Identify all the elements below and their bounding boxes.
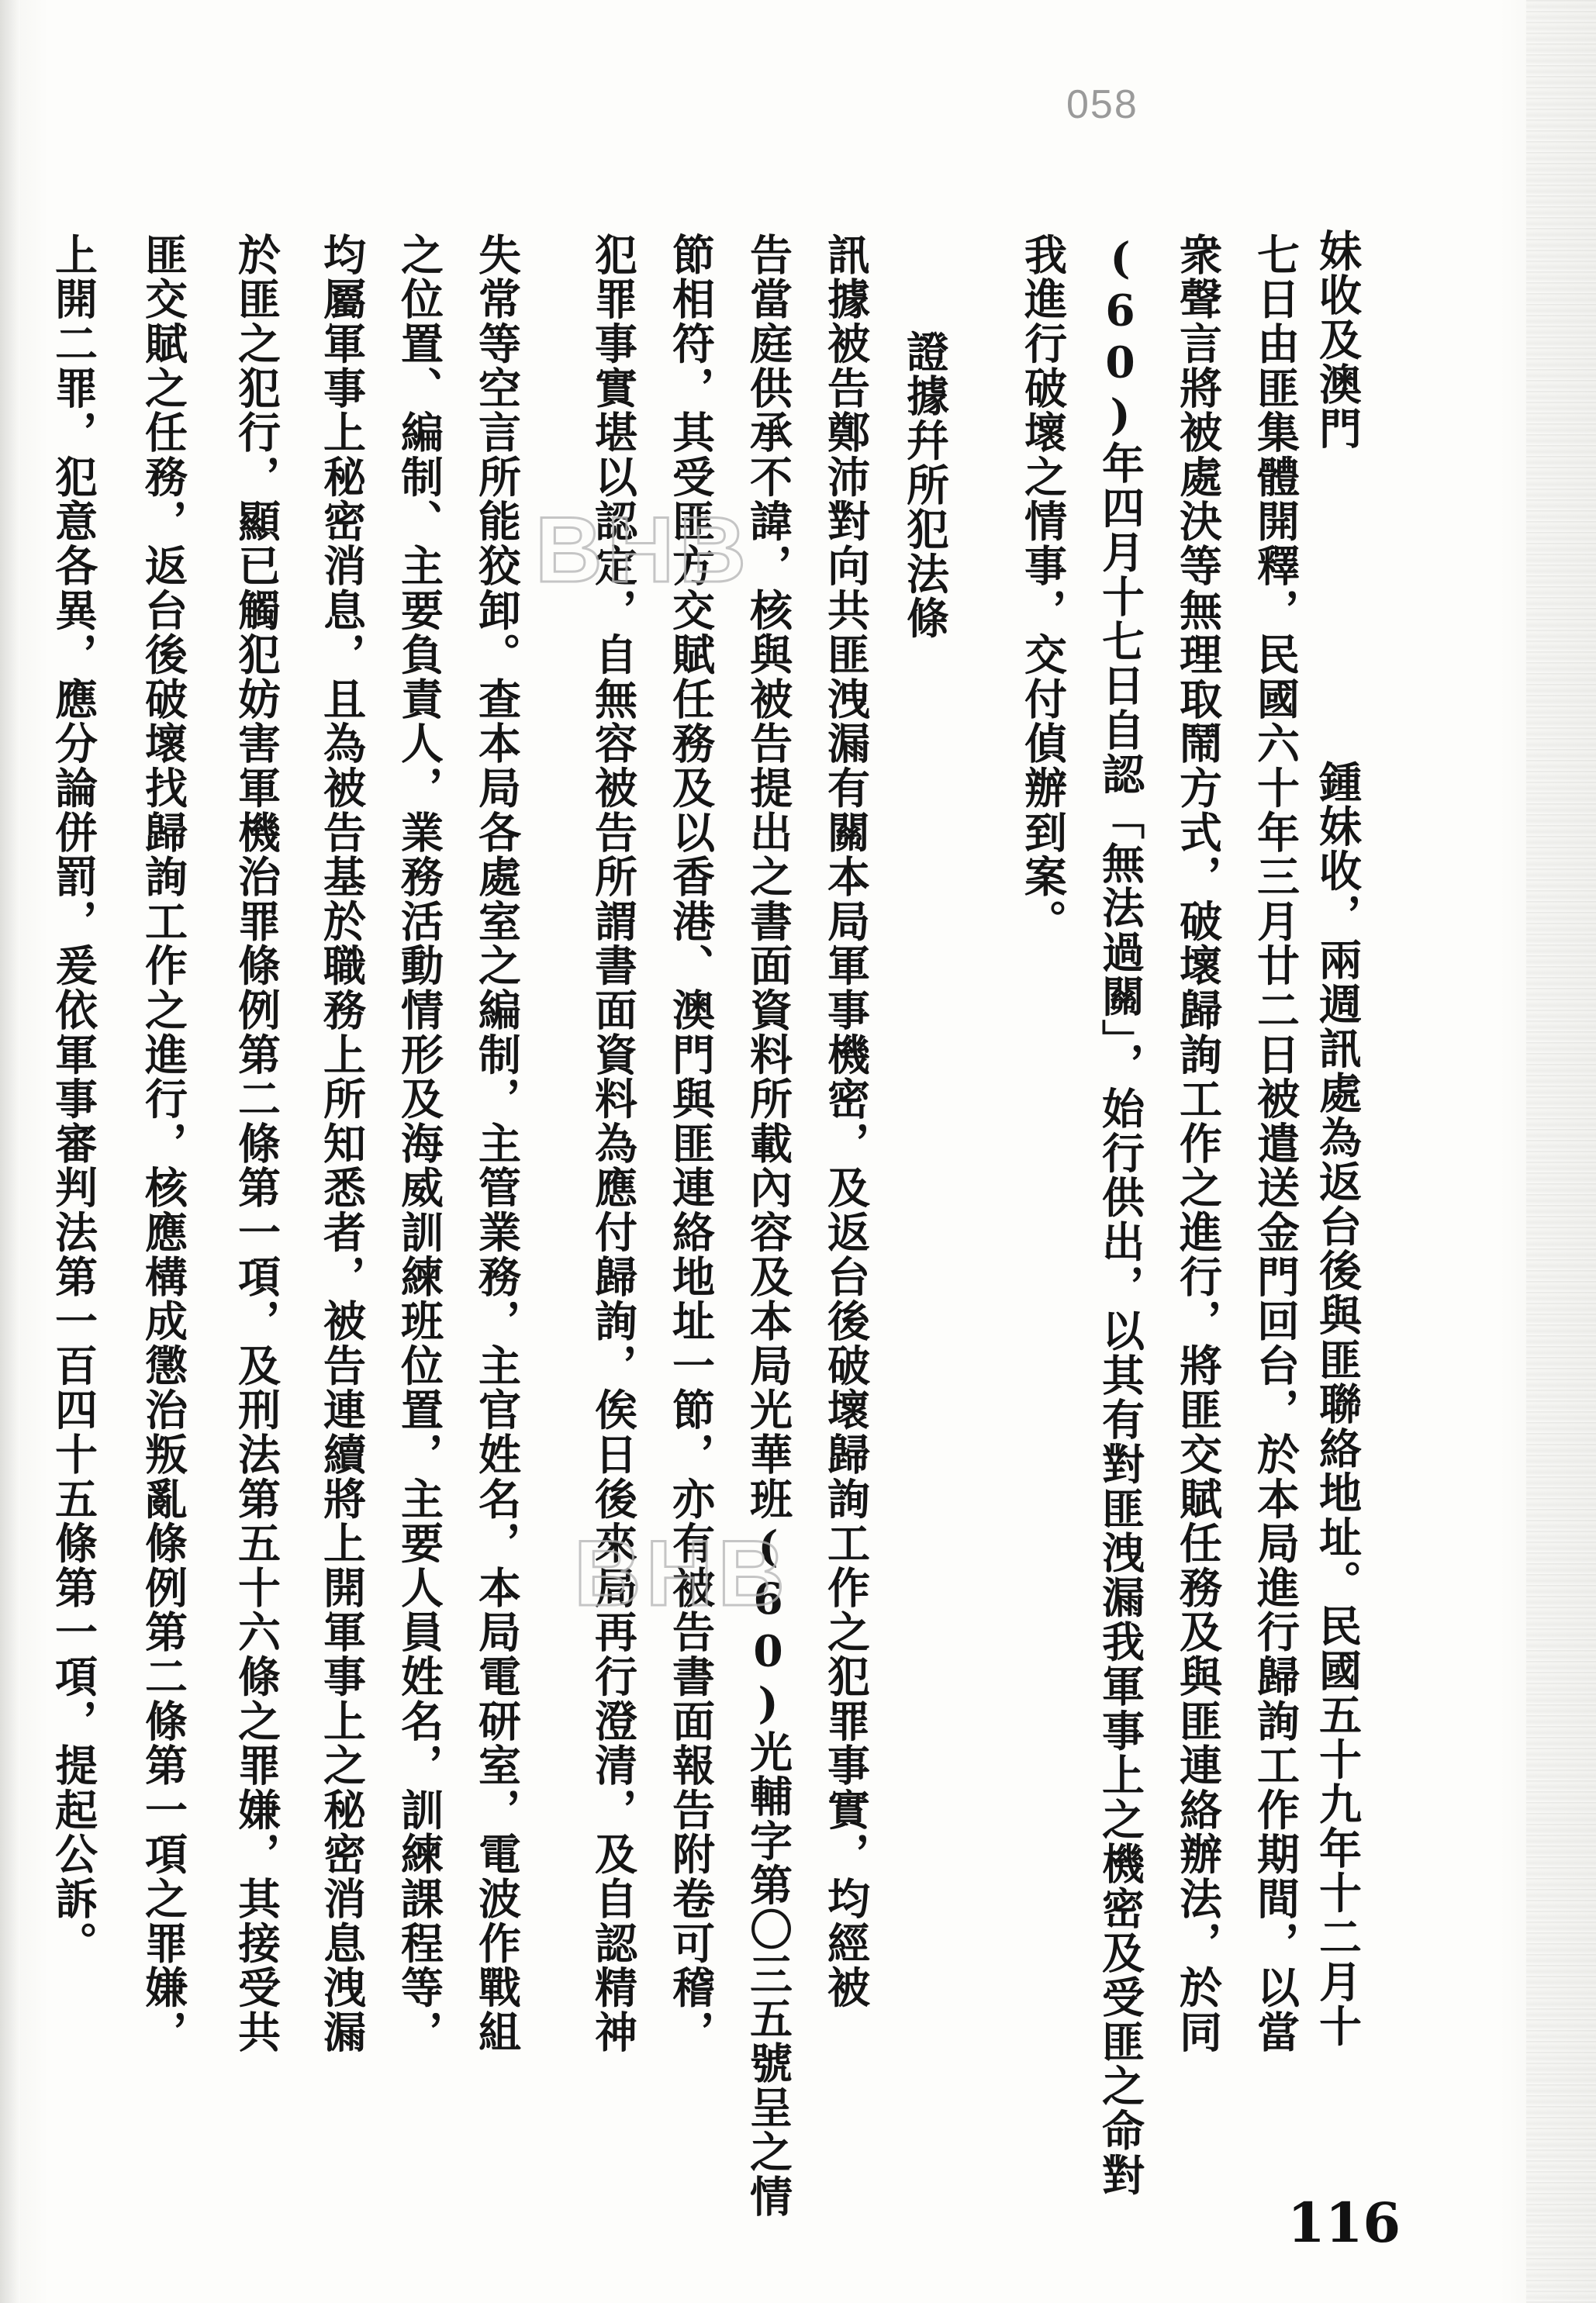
- section-heading: 證據幷所犯法條: [900, 330, 950, 641]
- text-column-fragment-2: 鍾妹收，兩週訊處為返台後與匪聯絡地址。民國五十九年十二月十: [1312, 760, 1363, 2049]
- text-column-6: 告當庭供承不諱，核與被告提出之書面資料所載內容及本局光華班(60)光輔字第〇三五號呈之情: [743, 233, 793, 2219]
- text-column-7: 節相符，其受匪方交賦任務及以香港、澳門與匪連絡地址一節，亦有被告書面報告附卷可稽，: [665, 233, 716, 2055]
- text-column-4: 我進行破壞之情事，交付偵辦到案。: [1017, 233, 1068, 944]
- text-column-12: 於匪之犯行，顯已觸犯妨害軍機治罪條例第二條第一項，及刑法第五十六條之罪嫌，其接受共: [231, 233, 282, 2055]
- text-column-fragment-1: 妹收及澳門: [1312, 229, 1363, 451]
- watermark-2: BHB: [574, 1521, 789, 1625]
- page-left-shadow: [0, 0, 20, 2303]
- watermark-1: BHB: [535, 498, 751, 602]
- text-column-5: 訊據被告鄭沛對向共匪洩漏有關本局軍事機密，及返台後破壞歸詢工作之犯罪事實，均經被: [820, 233, 871, 2010]
- text-column-1: 七日由匪集體開釋，民國六十年三月廿二日被遣送金門回台，於本局進行歸詢工作期間，以當: [1250, 233, 1301, 2055]
- text-column-13: 匪交賦之任務，返台後破壞找歸詢工作之進行，核應構成懲治叛亂條例第二條第一項之罪嫌，: [138, 233, 188, 2055]
- page-right-edge-shadow: [1526, 0, 1596, 2303]
- text-column-11: 均屬軍事上秘密消息，且為被告基於職務上所知悉者，被告連續將上開軍事上之秘密消息洩漏: [316, 233, 367, 2055]
- text-column-2: 衆聲言將被處決等無理取鬧方式，破壞歸詢工作之進行，將匪交賦任務及與匪連絡辦法，於同: [1173, 233, 1223, 2055]
- page-number: 116: [1287, 2191, 1401, 2255]
- text-column-14: 上開二罪，犯意各異，應分論併罰，爰依軍事審判法第一百四十五條第一項，提起公訴。: [48, 233, 98, 1966]
- text-column-9: 失常等空言所能狡卸。查本局各處室之編制，主管業務，主官姓名，本局電研室，電波作戰組: [472, 233, 522, 2055]
- text-column-8: 犯罪事實堪以認定，自無容被告所謂書面資料為應付歸詢，俟日後來局再行澄清，及自認精神: [588, 233, 638, 2055]
- text-column-3: (60)年四月十七日自認「無法過關」，始行供出，以其有對匪洩漏我軍事上之機密及受匪之命對: [1095, 233, 1145, 2198]
- archive-stamp-number: 058: [1066, 82, 1138, 127]
- text-column-10: 之位置、編制、主要負責人，業務活動情形及海威訓練班位置，主要人員姓名，訓練課程等，: [394, 233, 444, 2055]
